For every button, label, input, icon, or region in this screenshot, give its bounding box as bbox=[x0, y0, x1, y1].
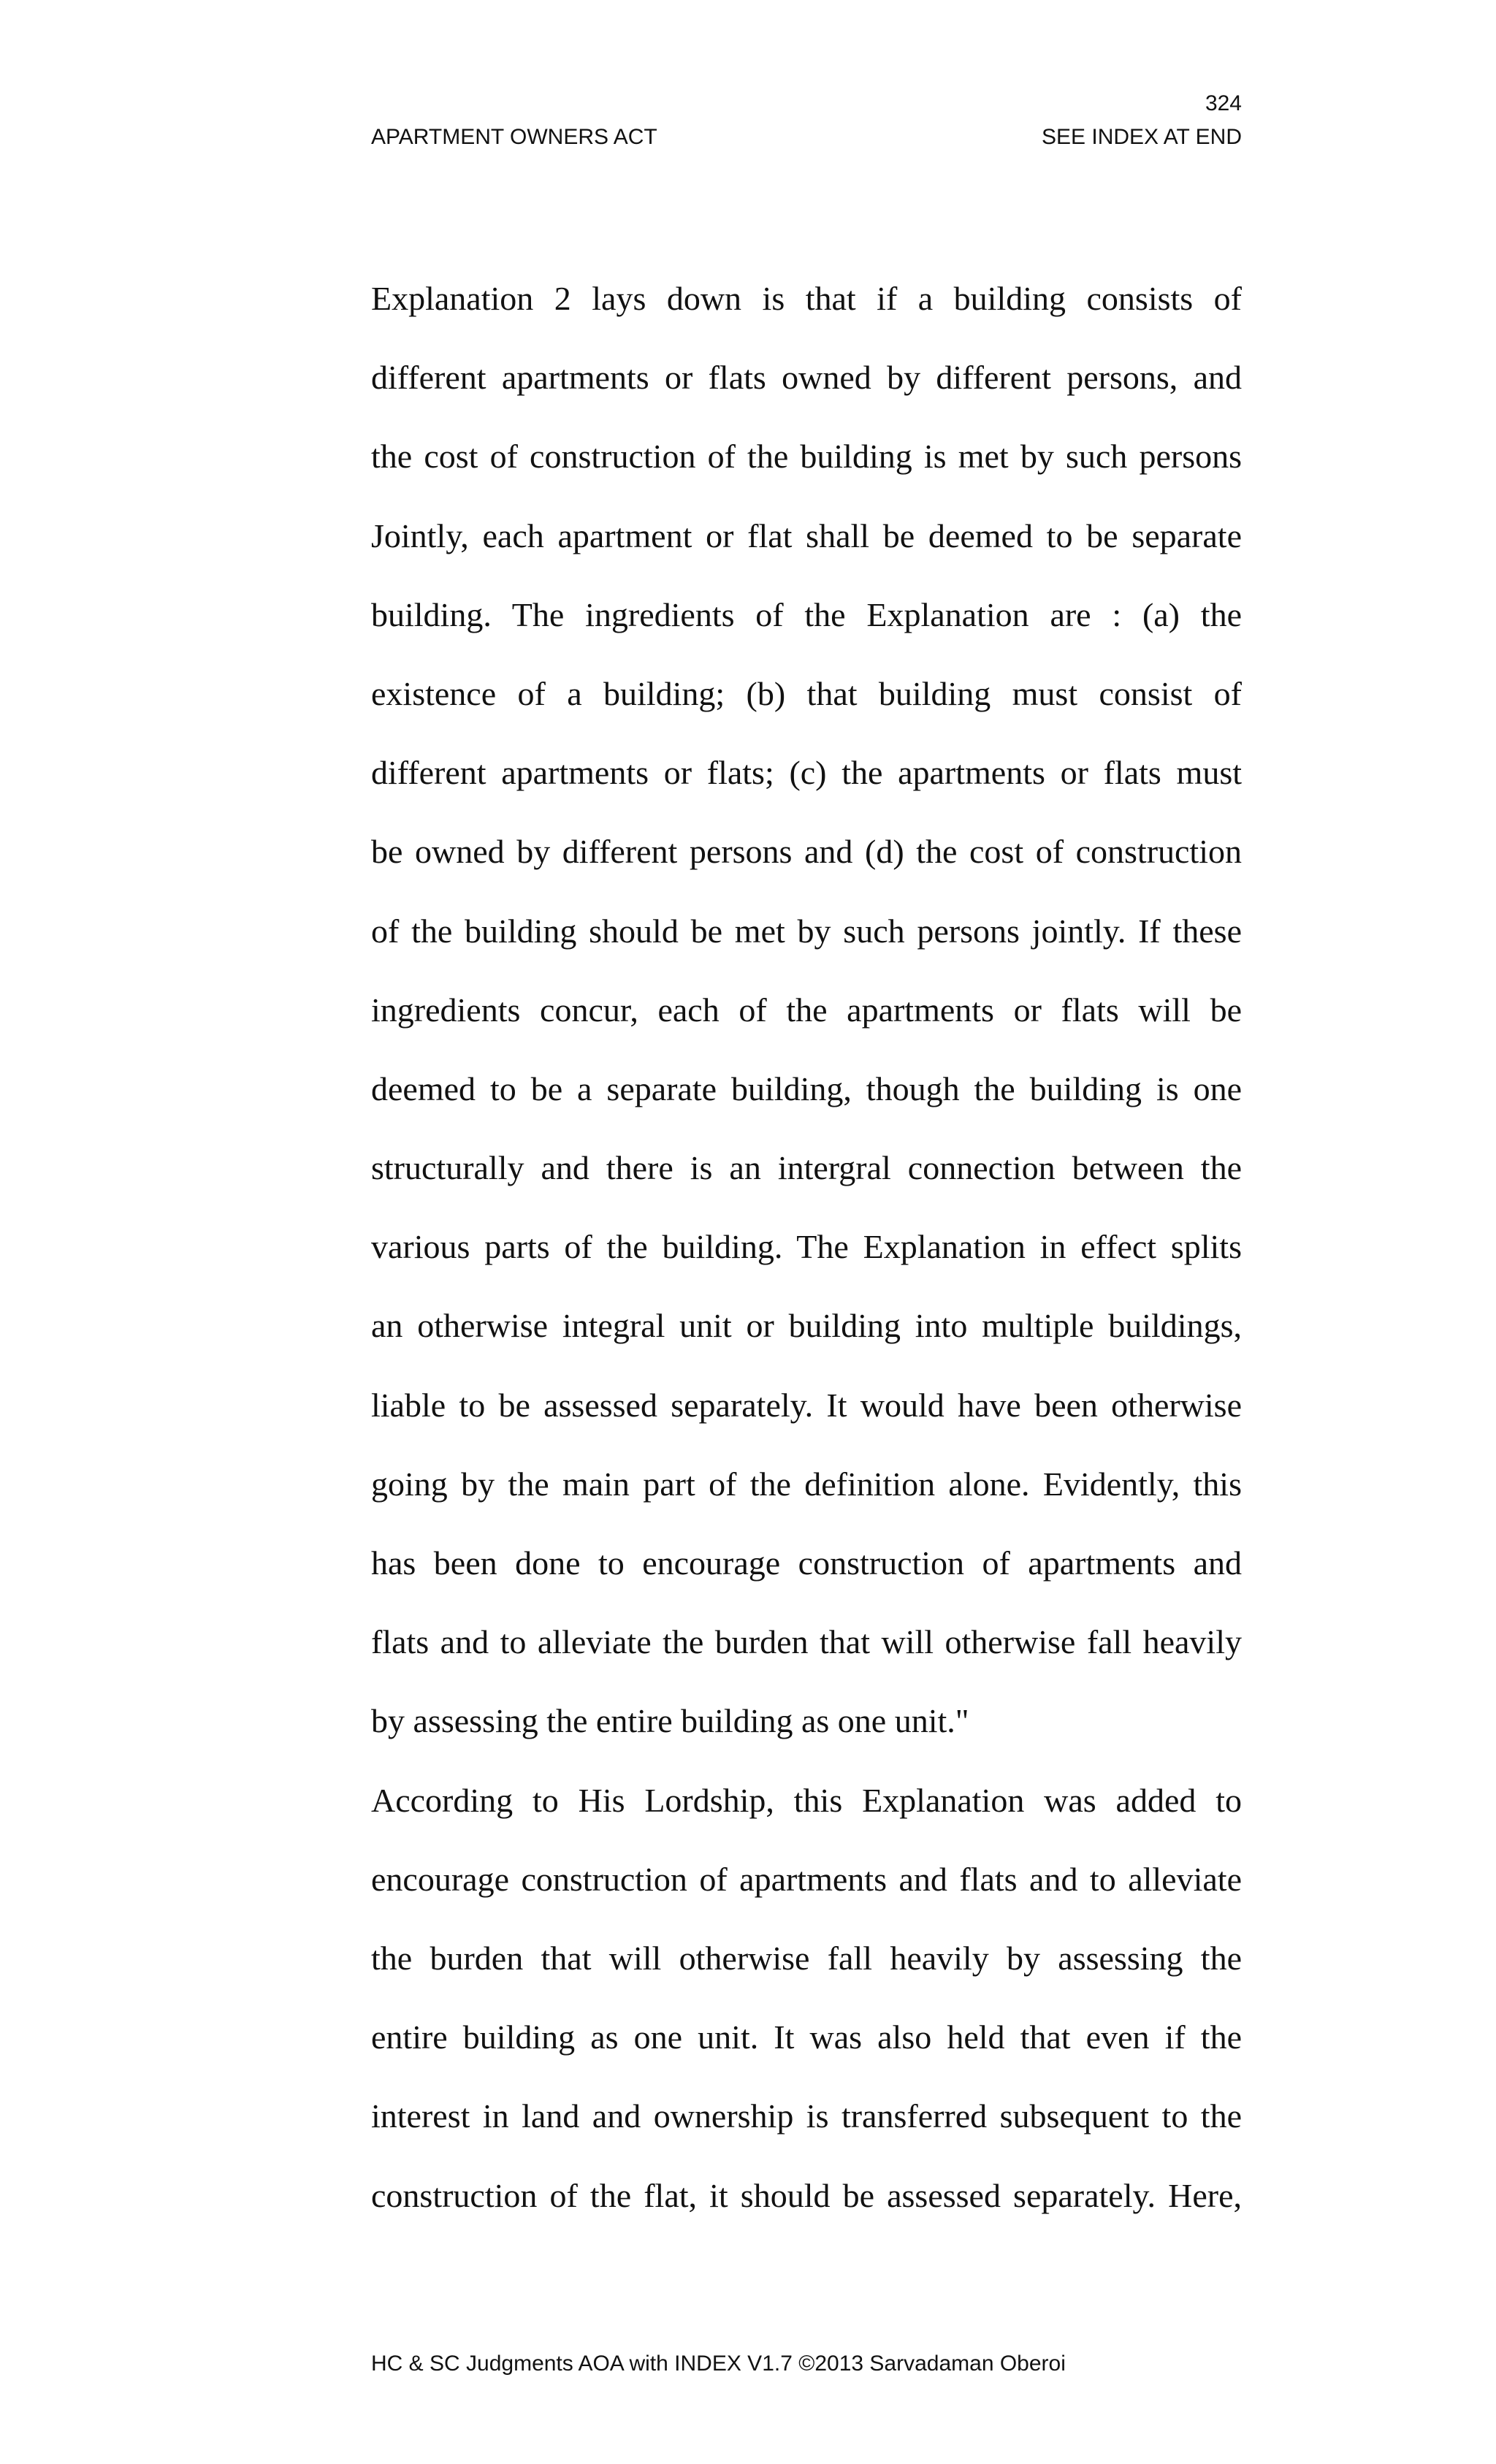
text-line: the cost of construction of the building is met by such persons bbox=[371, 438, 1242, 476]
text-line: different apartments or flats owned by different persons, and bbox=[371, 359, 1242, 397]
body-text bbox=[371, 259, 1242, 2235]
text-line: ingredients concur, each of the apartments or flats will be bbox=[371, 991, 1242, 1029]
text-line: existence of a building; (b) that building must consist of bbox=[371, 674, 1242, 712]
running-header-title: APARTMENT OWNERS ACT bbox=[371, 125, 657, 149]
text-line: interest in land and ownership is transferred subsequent to the bbox=[371, 2097, 1242, 2135]
text-line: an otherwise integral unit or building into multiple buildings, bbox=[371, 1307, 1242, 1345]
text-line: various parts of the building. The Explanation in effect splits bbox=[371, 1228, 1242, 1266]
page-number: 324 bbox=[1205, 91, 1242, 115]
text-line: construction of the flat, it should be assessed separately. Here, bbox=[371, 2176, 1242, 2214]
text-line: Jointly, each apartment or flat shall be deemed to be separate bbox=[371, 516, 1242, 554]
text-line: has been done to encourage construction of apartments and bbox=[371, 1544, 1242, 1582]
text-line: flats and to alleviate the burden that will otherwise fall heavily bbox=[371, 1623, 1242, 1661]
page-footer: HC & SC Judgments AOA with INDEX V1.7 ©2013 Sarvadaman Oberoi bbox=[371, 2352, 1066, 2376]
text-line: going by the main part of the definition alone. Evidently, this bbox=[371, 1465, 1242, 1503]
text-line: According to His Lordship, this Explanation was added to bbox=[371, 1781, 1242, 1819]
text-line: of the building should be met by such persons jointly. If these bbox=[371, 912, 1242, 950]
text-line: building. The ingredients of the Explanation are : (a) the bbox=[371, 595, 1242, 633]
text-line: different apartments or flats; (c) the apartments or flats must bbox=[371, 754, 1242, 792]
text-line: entire building as one unit. It was also held that even if the bbox=[371, 2018, 1242, 2056]
text-line: encourage construction of apartments and flats and to alleviate bbox=[371, 1860, 1242, 1898]
text-line: Explanation 2 lays down is that if a building consists of bbox=[371, 280, 1242, 317]
text-line: deemed to be a separate building, though the building is one bbox=[371, 1069, 1242, 1107]
text-line: liable to be assessed separately. It would have been otherwise bbox=[371, 1386, 1242, 1424]
text-line: the burden that will otherwise fall heavily by assessing the bbox=[371, 1939, 1242, 1977]
text-line: be owned by different persons and (d) the cost of construction bbox=[371, 833, 1242, 871]
text-line: by assessing the entire building as one unit." bbox=[371, 1702, 969, 1740]
text-line: structurally and there is an intergral connection between the bbox=[371, 1149, 1242, 1187]
running-header-index-note: SEE INDEX AT END bbox=[1042, 125, 1242, 149]
